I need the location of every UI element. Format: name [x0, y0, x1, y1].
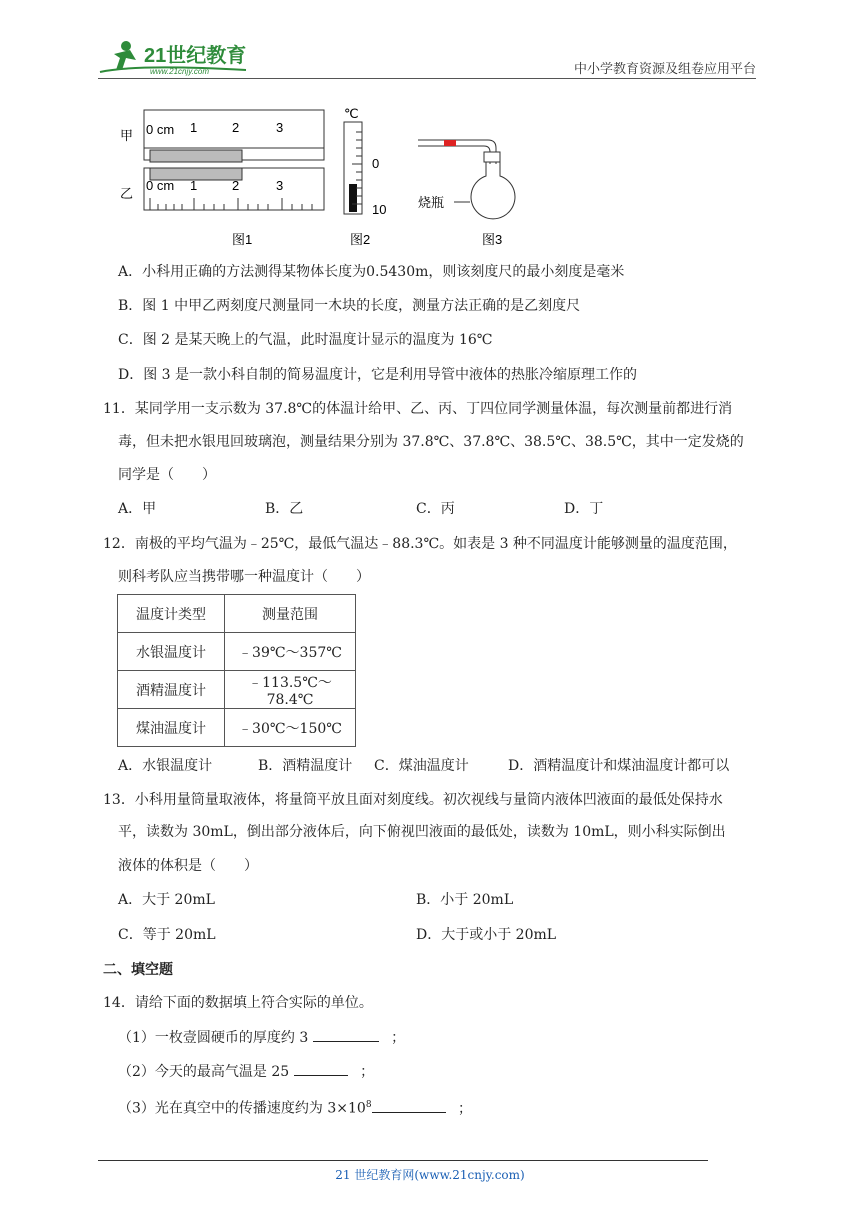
q10-option-a: A．小科用正确的方法测得某物体长度为0.5430m，则该刻度尺的最小刻度是毫米: [118, 264, 625, 280]
label-yi: 乙: [120, 186, 134, 201]
thermo-unit: ℃: [344, 106, 359, 121]
q11-line-1: 11．某同学用一支示数为 37.8℃的体温计给甲、乙、丙、丁四位同学测量体温，每次测量前都进行消: [103, 401, 733, 417]
ruler-yi-mark-0: 0 cm: [146, 178, 175, 193]
caption-fig1: 图1: [232, 232, 253, 247]
q14-item-3-exponent: 8: [365, 1100, 372, 1110]
flask: [471, 162, 515, 219]
q12-line-2: 则科考队应当携带哪一种温度计（ ）: [118, 569, 370, 585]
q14-item-3-text: （3）光在真空中的传播速度约为 3×10: [118, 1100, 366, 1117]
thermometer-range-table: [117, 594, 356, 747]
answer-blank-1[interactable]: [313, 1027, 379, 1042]
q14-item-2-text: （2）今天的最高气温是 25: [118, 1064, 290, 1080]
q14-stem: 14．请给下面的数据填上符合实际的单位。: [103, 995, 373, 1011]
q10-option-b: B．图 1 中甲乙两刻度尺测量同一木块的长度，测量方法正确的是乙刻度尺: [118, 298, 581, 314]
q14-item-2-punct: ；: [360, 1064, 375, 1080]
q14-item-1: [118, 1027, 405, 1048]
q13-option-c: C．等于 20mL: [118, 927, 216, 943]
answer-blank-2[interactable]: [294, 1061, 348, 1076]
ruler-yi-ticks: [150, 198, 312, 210]
section-title: 二、填空题: [103, 962, 173, 978]
ruler-jia-mark-1: 1: [190, 120, 198, 135]
thermo-mark-10: 10: [372, 202, 387, 217]
q14-item-3: [118, 1095, 472, 1119]
q11-line-2: 毒，但未把水银甩回玻璃泡，测量结果分别为 37.8℃、37.8℃、38.5℃、38.5℃，其中一定发烧的: [118, 434, 744, 450]
footer-link[interactable]: 21 世纪教育网(www.21cnjy.com): [335, 1168, 525, 1182]
q14-item-1-punct: ；: [391, 1030, 406, 1046]
q12-option-d: D．酒精温度计和煤油温度计都可以: [508, 758, 730, 774]
table-row: [118, 633, 356, 671]
table-cell: 酒精温度计: [118, 671, 225, 709]
table-cell: ﹣30℃～150℃: [225, 709, 356, 747]
q13-line-2: 平，读数为 30mL，倒出部分液体后，向下俯视凹液面的最低处，读数为 10mL，则小科实际倒出: [118, 824, 726, 840]
figure-panel: [118, 104, 538, 249]
q10-option-c: C．图 2 是某天晚上的气温，此时温度计显示的温度为 16℃: [118, 332, 493, 348]
table-header-row: [118, 595, 356, 633]
header-divider: [98, 78, 756, 79]
ruler-jia-mark-3: 3: [276, 120, 284, 135]
q11-option-b: B．乙: [265, 501, 304, 517]
ruler-jia-mark-2: 2: [232, 120, 240, 135]
table-cell: 煤油温度计: [118, 709, 225, 747]
caption-fig2: 图2: [350, 232, 371, 247]
ruler-yi-mark-1: 1: [190, 178, 198, 193]
q13-line-1: 13．小科用量筒量取液体，将量筒平放且面对刻度线。初次视线与量筒内液体凹液面的最低处保持水: [103, 792, 723, 808]
q11-option-d: D．丁: [564, 501, 604, 517]
answer-blank-3[interactable]: [372, 1098, 446, 1113]
ruler-yi-mark-3: 3: [276, 178, 284, 193]
logo-text: 21世纪教育: [144, 45, 247, 67]
table-header-type: 温度计类型: [118, 595, 225, 633]
q13-option-b: B．小于 20mL: [416, 892, 514, 908]
q11-line-3: 同学是（ ）: [118, 467, 216, 483]
q12-option-b: B．酒精温度计: [258, 758, 353, 774]
platform-title: 中小学教育资源及组卷应用平台: [573, 62, 756, 77]
q13-option-a: A．大于 20mL: [118, 892, 215, 908]
wood-block-jia: [150, 150, 242, 162]
table-cell: ﹣39℃～357℃: [225, 633, 356, 671]
caption-fig3: 图3: [482, 232, 503, 247]
table-cell: 水银温度计: [118, 633, 225, 671]
q13-line-3: 液体的体积是（ ）: [118, 858, 258, 874]
q12-option-a: A．水银温度计: [118, 758, 213, 774]
q14-item-3-punct: ；: [458, 1100, 472, 1117]
ruler-jia-mark-0: 0 cm: [146, 122, 175, 137]
table-row: [118, 671, 356, 709]
table-header-range: 测量范围: [225, 595, 356, 633]
liquid-drop: [444, 140, 456, 146]
table-cell: ﹣113.5℃～78.4℃: [225, 671, 356, 709]
ruler-yi-mark-2: 2: [232, 178, 240, 193]
logo-url: www.21cnjy.com: [150, 67, 209, 76]
flask-label: 烧瓶: [418, 195, 445, 210]
q14-item-1-text: （1）一枚壹圆硬币的厚度约 3: [118, 1030, 309, 1046]
q13-option-d: D．大于或小于 20mL: [416, 927, 557, 943]
label-jia: 甲: [120, 128, 134, 143]
site-logo: [96, 36, 256, 78]
q10-option-d: D．图 3 是一款小科自制的简易温度计，它是利用导管中液体的热胀冷缩原理工作的: [118, 367, 638, 383]
q11-option-a: A．甲: [118, 501, 157, 517]
q11-option-c: C．丙: [416, 501, 455, 517]
q14-item-2: [118, 1061, 374, 1082]
thermometer-liquid: [349, 184, 357, 212]
q12-line-1: 12．南极的平均气温为﹣25℃，最低气温达﹣88.3℃。如表是 3 种不同温度计能够测量的温度范围，: [103, 536, 737, 552]
table-row: [118, 709, 356, 747]
q12-option-c: C．煤油温度计: [374, 758, 469, 774]
footer-divider: [98, 1160, 708, 1161]
thermo-mark-0: 0: [372, 156, 380, 171]
